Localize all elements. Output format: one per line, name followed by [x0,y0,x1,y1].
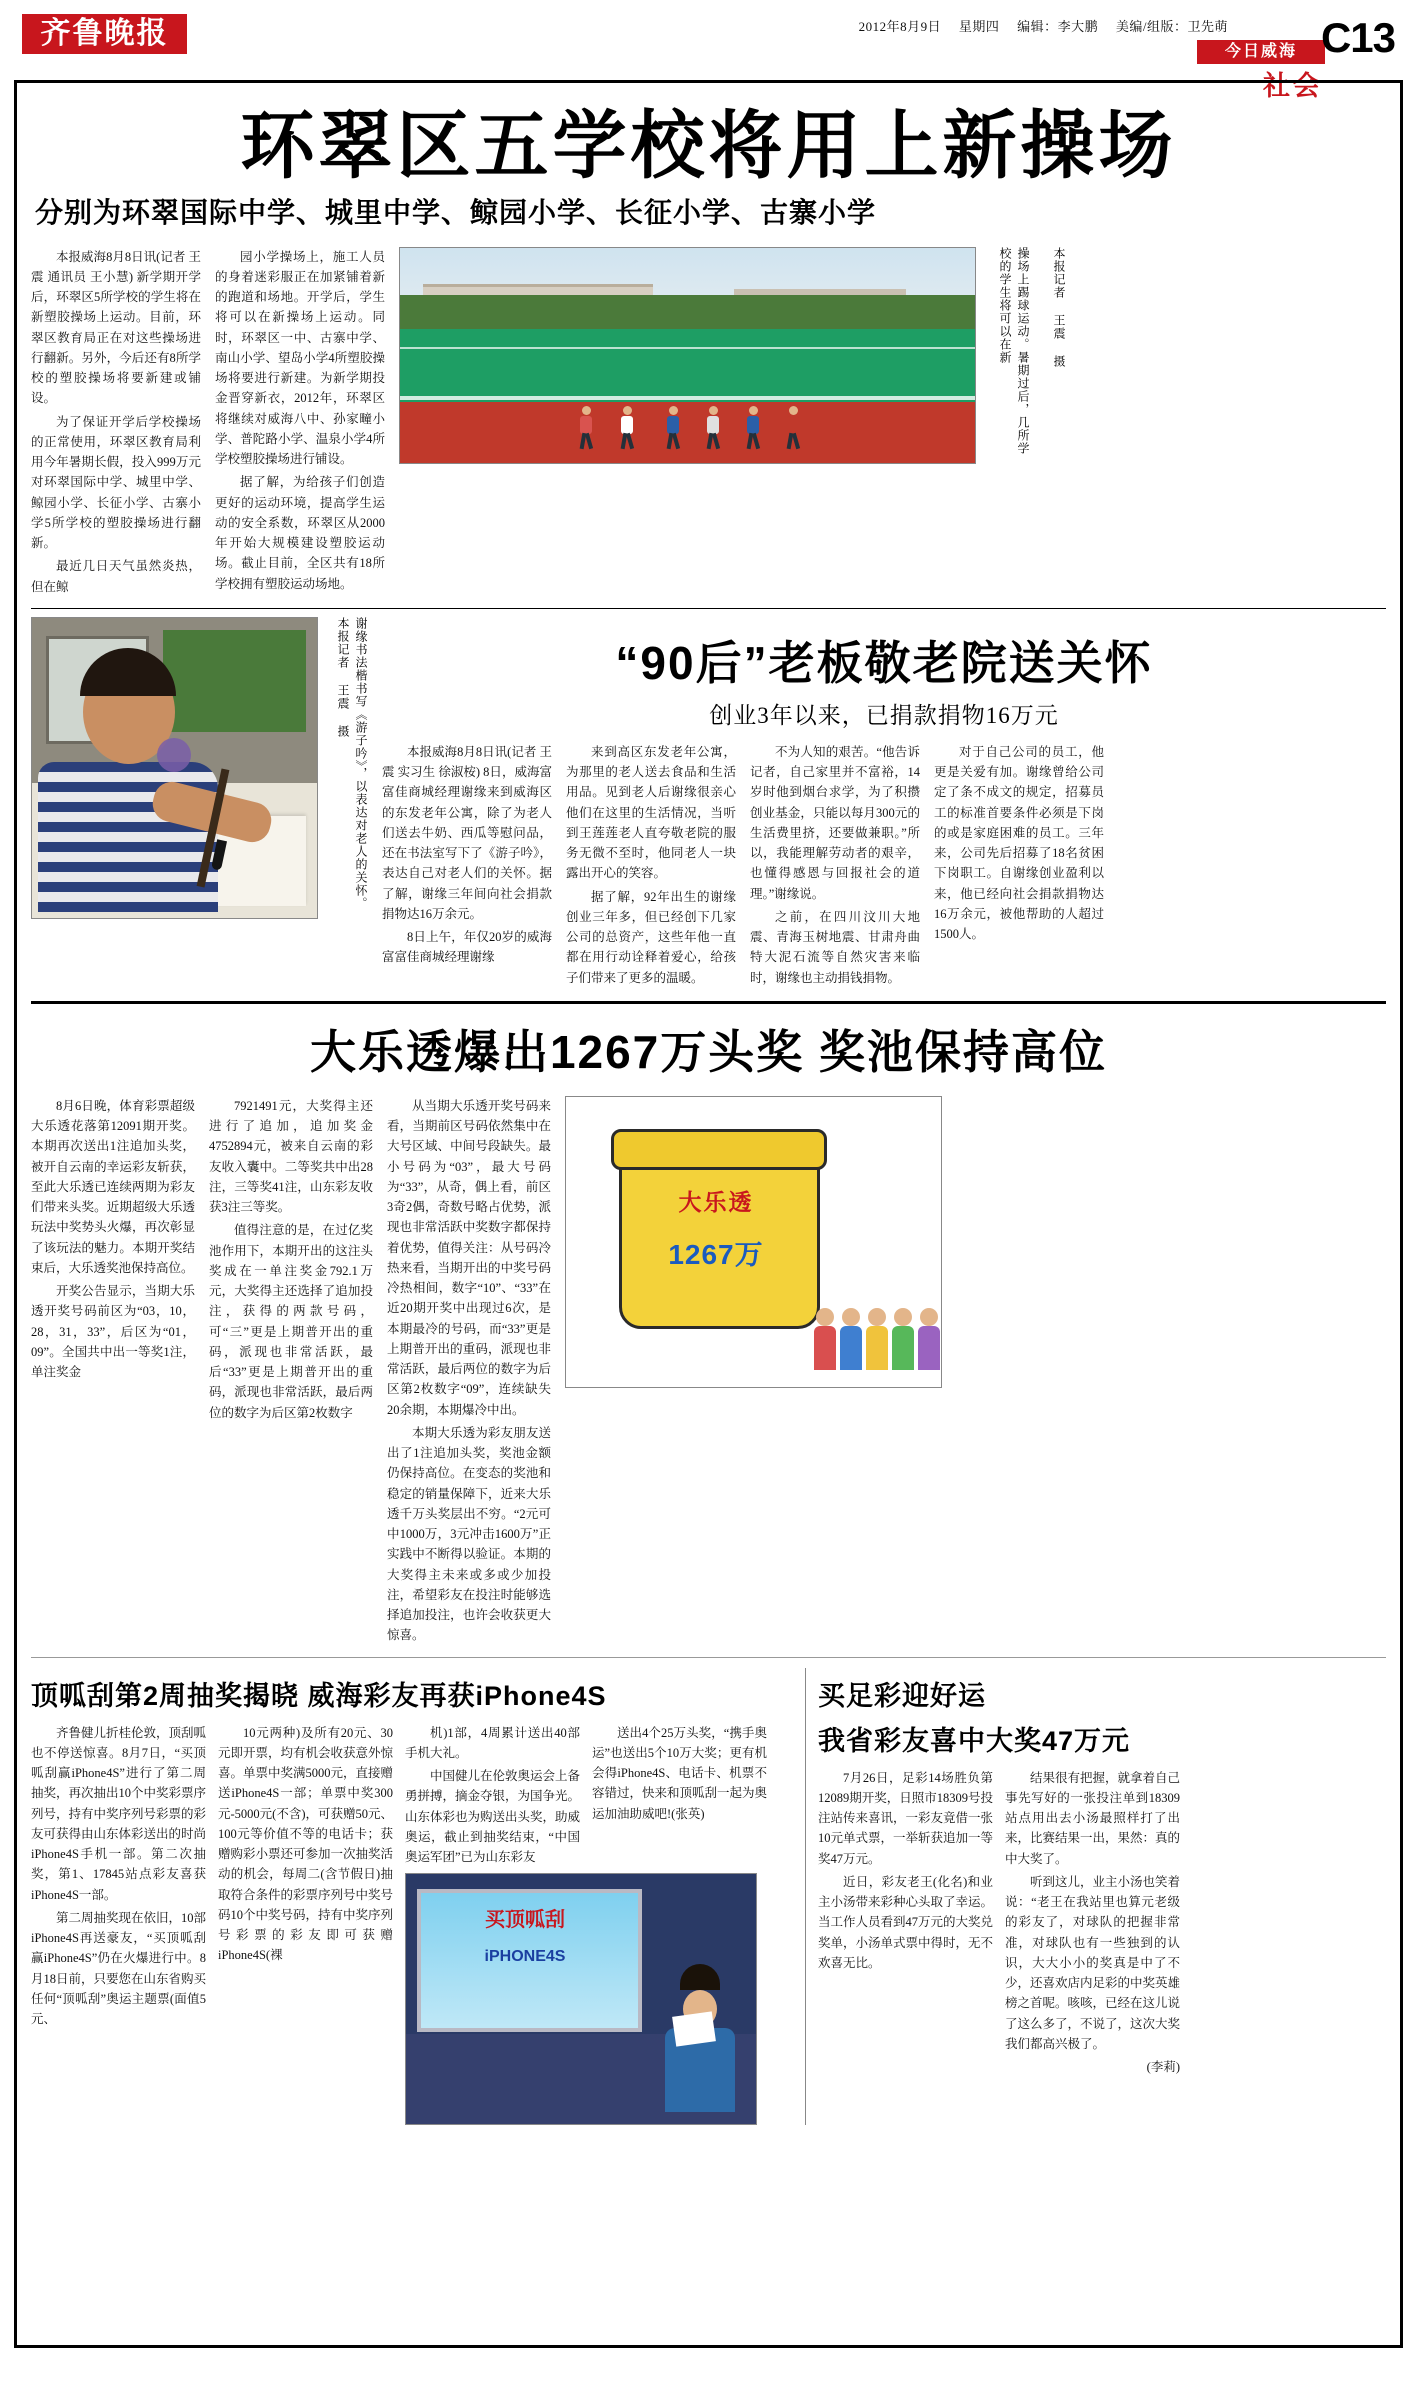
credit-text: 本报记者 王震 摄 [1052,246,1066,368]
newspaper-logo: 齐鲁晚报 [22,14,187,54]
story2-column-1 [382,742,552,991]
paragraph: 为了保证开学后学校操场的正常使用，环翠区教育局利用今年暑期长假，投入999万元对环翠国际中学、城里中学、鲸园小学、长征小学、古寨小学5所学校的塑胶操场进行翻新。 [31,414,201,551]
caption-text: 操场上踢球运动。暑期过后，几所学校的学生将可以在新 [998,246,1030,455]
paragraph: 10元两种)及所有20元、30元即开票，均有机会收获意外惊喜。单票中奖满5000元，直接赠送iPhone4S一部；单票中奖300元-5000元(不含)，可获赠50元、100元等价值不等的电话卡；获赠购彩小票还可参加一次抽奖活动的机会，每周二(含节假日)抽取符合条件的彩票序列号中奖号码10个中奖号码，持有中奖序列号彩票的彩友即可获赠iPhone4S(裸 [218,1725,394,1963]
paragraph: 开奖公告显示，当期大乐透开奖号码前区为“03，10，28，31，33”，后区为“01，09”。全国共中出一等奖1注，单注奖金 [31,1284,195,1380]
story4-photo [405,1873,757,2125]
paragraph: 机)1部，4周累计送出40部手机大礼。 [405,1725,580,1760]
photo-document [672,2012,716,2047]
paragraph: 据了解，92年出生的谢缘创业三年多，但已经创下几家公司的总资产，这些年他一直都在用行动诠释着爱心，给孩子们带来了更多的温暖。 [566,889,736,985]
story4-left-column-1 [31,1723,206,2126]
masthead [14,0,1403,101]
paragraph: 近日，彩友老王(化名)和业主小汤带来彩种心头取了幸运。当工作人员看到47万元的大奖兑奖单，小汤单式票中得时，无不欢喜无比。 [818,1874,994,1970]
paragraph: 从当期大乐透开奖号码来看，当期前区号码依然集中在大号区域、中间号段缺失。最小号码为“03”，最大号码为“33”，从奇，偶上看，前区3奇2偶，奇数号略占优势，派现也非常活跃中奖数字都保持着优势，值得关注：从号码冷热来看，当期开出的中奖号码冷热相间，数字“10”、“33”在近20期开奖中出现过6次，是本期最冷的号码，而“33”更是上期普开出的重码，派现也非常活跃，最后两位的数字为后区第2枚数字“09”，连续缺失20余期，本期爆冷中出。 [387,1098,551,1417]
photo-person-body [38,762,218,912]
publish-date: 2012年8月9日 [858,19,942,34]
story2-photo [31,617,318,919]
story2-column-4 [934,742,1104,991]
caption-text: 谢缘书法楷书写《游子吟》，以表达对老人的关怀。 本报记者 王震 摄 [336,616,368,910]
editor: 编辑：李大鹏 [1017,19,1099,34]
paragraph: 本期大乐透为彩友朋友送出了1注追加头奖，奖池金额仍保持高位。在变态的奖池和稳定的销量保障下，近来大乐透千万头奖层出不穷。“2元可中1000万，3元冲击1600万”正实践中不断得以验证。本期的大奖得主未来或多或少加投注，希望彩友在投注时能够选择追加投注，也许会收获更大惊喜。 [387,1425,551,1643]
paragraph: 值得注意的是，在过亿奖池作用下，本期开出的这注头奖成在一单注奖金792.1万元，大奖得主还选择了追加投注，获得的两款号码，可“三”更是上期普开出的重码，派现也非常活跃，最后“33”更是上期普开出的重码，派现也非常活跃，最后两位的数字为后区第2枚数字 [209,1223,373,1420]
paragraph: 最近几日天气虽然炎热，但在鲸 [31,559,201,594]
screen-title: 买顶呱刮 [485,1909,565,1932]
story2-subhead: 创业3年以来，已捐款捐物16万元 [709,702,1059,728]
money-bag-top [611,1129,827,1170]
paragraph: 本报威海8月8日讯(记者 王震 通讯员 王小慧) 新学期开学后，环翠区5所学校的学生将在新塑胶操场上运动。目前，环翠区教育局正在对这些操场进行翻新。另外，今后还有8所学校的塑胶操场将要新建或铺设。 [31,249,201,406]
photo-runner [745,406,761,450]
story1-photo-caption [990,247,1032,462]
story4-right-column-1 [818,1768,993,2078]
story-football-lottery [805,1668,1378,2126]
story4-left-column-2 [218,1723,393,2126]
paragraph: 来到高区东发老年公寓，为那里的老人送去食品和生活用品。见到老人后谢缘很亲心他们在这里的生活情况，当听到王莲莲老人直夸敬老院的服务无微不至时，他同老人一块露出开心的笑容。 [566,744,736,881]
paragraph: 本报威海8月8日讯(记者 王震 实习生 徐淑桉) 8日，威海富富佳商城经理谢缘来到威海区的东发老年公寓，除了为老人们送去牛奶、西瓜等慰问品，还在书法室写下了《游子吟》，表达自己对老人们的关怀。据了解，谢缘三年间向社会捐款捐物达16万余元。 [382,744,552,921]
story-scratch-card [31,1668,791,2126]
paragraph: 不为人知的艰苦。“他告诉记者，自己家里并不富裕，14岁时他到烟台求学，为了积攒创业基金，只能以每月300元的生活费里挤，还要做兼职。”所以，我能理解劳动者的艰辛，也懂得感恩与回报社会的道理。”谢缘说。 [750,744,920,901]
paragraph: 7月26日，足彩14场胜负第12089期开奖，日照市18309号投注站传来喜讯，一彩友竟借一张10元单式票，一举斩获追加一等奖47万元。 [818,1770,994,1866]
divider [31,608,1386,609]
paragraph: 8月6日晚，体育彩票超级大乐透花落第12091期开奖。本期再次送出1注追加头奖，被开自云南的幸运彩友斩获，至此大乐透已连续两期为彩友们带来头奖。近期超级大乐透玩法中奖势头火爆，再次彰显了该玩法的魅力。本期开奖结束后，大乐透奖池保持高位。 [31,1098,195,1275]
story-schools [31,104,1386,600]
story3-column-1 [31,1096,195,1386]
story4-right-column-2 [1005,1768,1180,2078]
photo-foliage [163,630,306,732]
story3-headline: 大乐透爆出1267万头奖 奖池保持高位 [309,1025,1108,1078]
masthead-info [845,16,1228,35]
story1-headline: 环翠区五学校将用上新操场 [240,104,1177,187]
designer: 美编/组版：卫先萌 [1115,19,1228,34]
story-boss [31,617,1386,991]
story1-subhead: 分别为环翠国际中学、城里中学、鲸园小学、长征小学、古寨小学 [35,197,877,229]
section-name: 社会 [1263,71,1323,101]
story4-right-headline-2: 我省彩友喜中大奖47万元 [818,1725,1131,1756]
story-lottery [31,1016,1386,1649]
story4-byline: (李莉) [1146,2060,1180,2075]
divider [31,1657,1386,1658]
paragraph: 对于自己公司的员工，他更是关爱有加。谢缘曾给公司定了条不成文的规定，招募员工的标准首要条件必须是下岗的或是家庭困难的员工。三年来，公司先后招募了18名贫困下岗职工。自谢缘创业盈利以来，他已经向社会捐款捐物达16万余元，被他帮助的人超过1500人。 [934,744,1104,942]
paragraph: 齐鲁健儿折桂伦敦，顶刮呱也不停送惊喜。8月7日，“买顶呱刮赢iPhone4S”进行了第二周抽奖，再次抽出10个中奖彩票序列号，持有中奖序列号彩票的彩友可获得由山东体彩送出的时尚iPhone4S手机一部。第二次抽奖，第1、17845站点彩友喜获iPhone4S一部。 [31,1725,207,1902]
crowd-illustration [814,1201,934,1369]
paragraph: 听到这儿，业主小汤也笑着说：“老王在我站里也算元老级的彩友了，对球队的把握非常准，对球队也有一些独到的认识，大大小小的奖真是中了不少，还喜欢店内足彩的中奖英雄榜之首呢。咳咳，已经在这儿说了这么多了，不说了，这次大奖我们都高兴极了。 [1005,1874,1181,2051]
paragraph: 结果很有把握，就拿着自己事先写好的一张投注单到18309站点用出去小汤最照样打了出来，比赛结果一出，果然：真的中大奖了。 [1005,1770,1181,1866]
story4-right-headline-1: 买足彩迎好运 [818,1680,986,1711]
photo-runner [665,406,681,450]
paragraph: 中国健儿在伦敦奥运会上备勇拼搏，摘金夺银，为国争光。山东体彩也为购送出头奖，助威奥运，截止到抽奖结束，“中国奥运军团”已为山东彩友 [405,1769,581,1865]
screen-subtitle: iPHONE4S [484,1948,566,1966]
story2-column-2 [566,742,736,991]
story3-column-2 [209,1096,373,1426]
story4-left-column-3 [405,1723,580,2126]
story1-photo [399,247,976,464]
story1-column-1 [31,247,201,600]
photo-runner [619,406,635,450]
story4-left-headline: 顶呱刮第2周抽奖揭晓 威海彩友再获iPhone4S [31,1680,607,1711]
divider [31,1001,1386,1004]
page-number: C13 [1320,14,1395,61]
story3-column-3 [387,1096,551,1649]
paragraph: 园小学操场上，施工人员的身着迷彩服正在加紧铺着新的跑道和场地。开学后，学生将可以在新操场上运动。同时，环翠区一中、古寨中学、南山小学、望岛小学4所塑胶操场将要进行新建。为新学期投金晋穿新衣，2012年，环翠区将继续对威海八中、孙家疃小学、普陀路小学、温泉小学4所学校塑胶操场进行铺设。 [215,249,385,467]
paragraph: 8日上午，年仅20岁的威海富富佳商城经理谢缘 [382,930,552,965]
paragraph: 送出4个25万头奖，“携手奥运”也送出5个10万大奖；更有机会得iPhone4S、电话卡、机票不容错过，快来和顶呱刮一起为奥运加油助威吧!(张英) [592,1725,768,1821]
story2-photo-caption [330,617,370,917]
paragraph: 据了解，为给孩子们创造更好的运动环境，提高学生运动的安全系数，环翠区从2000年开始大规模建设塑胶运动场。截止目前，全区共有18所学校拥有塑胶运动场地。 [215,475,385,591]
story3-illustration [565,1096,942,1388]
paragraph: 第二周抽奖现在依旧，10部iPhone4S再送豪友，“买顶呱刮赢iPhone4S”仍在火爆进行中。8月18日前，只要您在山东省购买任何“顶呱刮”奥运主题票(面值5元、 [31,1910,207,2027]
story1-photo-credit [1046,247,1068,462]
money-bag-amount: 1267万 [668,1239,764,1271]
story1-column-2 [215,247,385,597]
photo-field-line [400,347,975,349]
bottom-section [31,1668,1386,2126]
photo-track-line [400,396,975,400]
photo-runner [785,406,801,450]
story2-column-3 [750,742,920,991]
content-frame [14,80,1403,2348]
paragraph: 之前，在四川汶川大地震、青海玉树地震、甘肃舟曲特大泥石流等自然灾害来临时，谢缘也主动捐钱捐物。 [750,909,920,985]
photo-runner [705,406,721,450]
photo-trees [400,295,975,334]
photo-runner [578,406,594,450]
paragraph: 7921491元，大奖得主还进行了追加，追加奖金4752894元，被来自云南的彩友收入囊中。二等奖共中出28注，三等奖41注，山东彩友收获3注三等奖。 [209,1098,373,1215]
money-bag-label: 大乐透 [678,1188,754,1215]
story2-headline: “90后”老板敬老院送关怀 [615,636,1153,689]
today-badge: 今日威海 [1197,40,1325,64]
photo-track [400,402,975,462]
weekday: 星期四 [958,19,1000,34]
